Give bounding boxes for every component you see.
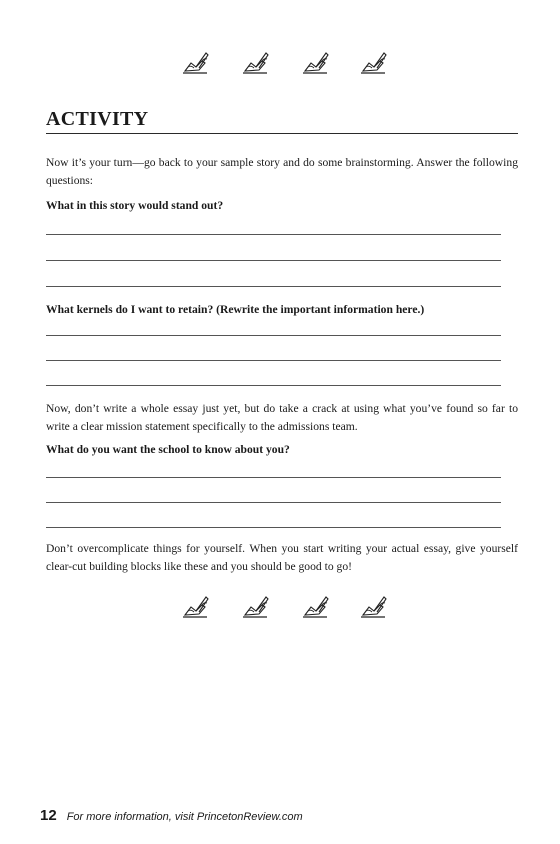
writing-hand-icon <box>180 50 210 78</box>
answer-line-2c[interactable] <box>46 385 501 386</box>
section-heading: ACTIVITY <box>46 108 149 130</box>
answer-line-3a[interactable] <box>46 477 501 478</box>
answer-line-2a[interactable] <box>46 335 501 336</box>
writing-hand-icon <box>300 50 330 78</box>
ornament-row-bottom <box>0 594 560 626</box>
question-3: What do you want the school to know about you? <box>46 443 290 456</box>
middle-paragraph: Now, don’t write a whole essay just yet, but do take a crack at using what you’ve found so far to write a clear mission statement specifically to the admissions team. <box>46 402 518 433</box>
answer-line-1a[interactable] <box>46 234 501 235</box>
page-number: 12 <box>40 807 57 824</box>
heading-rule <box>46 133 518 134</box>
intro-paragraph: Now it’s your turn—go back to your sample story and do some brainstorming. Answer the following questions: <box>46 156 518 187</box>
writing-hand-icon <box>240 50 270 78</box>
writing-hand-icon <box>240 594 270 622</box>
answer-line-2b[interactable] <box>46 360 501 361</box>
writing-hand-icon <box>358 50 388 78</box>
answer-line-3b[interactable] <box>46 502 501 503</box>
question-2: What kernels do I want to retain? (Rewrite the important information here.) <box>46 303 425 316</box>
writing-hand-icon <box>358 594 388 622</box>
question-1: What in this story would stand out? <box>46 199 224 212</box>
closing-paragraph: Don’t overcomplicate things for yourself. When you start writing your actual essay, give yourself clear-cut building blocks like these and you should be good to go! <box>46 542 518 573</box>
writing-hand-icon <box>180 594 210 622</box>
answer-line-1c[interactable] <box>46 286 501 287</box>
answer-line-3c[interactable] <box>46 527 501 528</box>
ornament-row-top <box>0 50 560 82</box>
answer-line-1b[interactable] <box>46 260 501 261</box>
writing-hand-icon <box>300 594 330 622</box>
page-footer <box>40 807 303 824</box>
footer-text: For more information, visit PrincetonReview.com <box>66 811 303 823</box>
